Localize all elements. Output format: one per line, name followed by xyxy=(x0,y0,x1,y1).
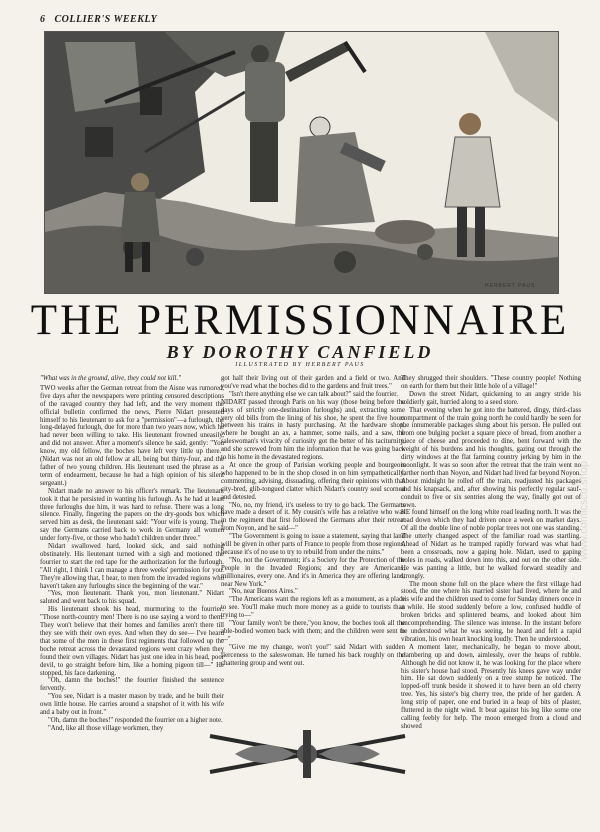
paragraph: "You see, Nidart is a master mason by trade, and he built their own little house. He carries around a snapshot of it with his wife and a baby out in front." xyxy=(40,693,224,717)
article-illustration xyxy=(44,31,559,294)
paragraph: "No, not the Government; it's a Society for the Protection of the People in the Invaded Regions; and they are Americans, millionaires, every one. And it's in America they are offering land, near New York." xyxy=(221,556,405,588)
paragraph: Down the street Nidart, quickening to an angry stride his soldierly gait, hurried along to a seed store. xyxy=(401,390,581,406)
paragraph: They shrugged their shoulders. "These country people! Nothing on earth for them but their little hole of a village!" xyxy=(401,375,581,390)
paragraph: Nidart made no answer to his officer's remark. The lieutenant took it that he persisted in wanting his furlough. As he had at least three furloughs due him, it was hard to refuse. There was a long silence. Finally, fingering the papers on the dry-goods box which served him as desk, the lieutenant said: "Your wife is young. They say the Germans carried back to work in Germany all women under forty-five, or those who hadn't children under three." xyxy=(40,487,224,543)
paragraph: "And, like all those village workmen, they xyxy=(48,724,164,732)
page-number: 6 xyxy=(40,14,46,25)
paragraph: "Yes, mon lieutenant. Thank you, mon lieutenant." Nidart saluted and went back to his squad. xyxy=(40,590,224,606)
paragraph: "Isn't there anything else we can talk about?" said the fourrier. xyxy=(229,390,398,398)
watermark: www.comicsco.shop xyxy=(578,460,590,560)
illustrator-credit: ILLUSTRATED BY HERBERT PAUS xyxy=(235,362,365,368)
text-column-1 xyxy=(40,375,224,820)
paragraph: got half their living out of their garden and a field or two. And you've read what the boches did to the gardens and fruit trees." xyxy=(221,375,405,390)
epigraph: "What was in the ground, alive, they could not kill." xyxy=(40,375,181,382)
paragraph: HE found himself on the long white road leading north. It was the road down which they had driven once a week on market days. Of all the double line of noble poplar trees not one was standing. The utterly changed aspect of the familiar road was startling. Ahead of Nidart as he tramped rapidly forward was what had been a crossroads, now a gaping hole. Nidart, used to gaping holes in roads, walked down into this, and out on the other side. He was panting a little, but he walked forward steadily and strongly. xyxy=(401,509,581,580)
paragraph: A moment later, mechanically, he began to move about, clambering up and down, aimlessly, over the heaps of rubble. Although he did not know it, he was looking for the place where his sister's house had stood. Presently his knees gave way under him. He sat down suddenly on a tree stump he noticed. The lopped-off trunk beside it showed it to have been an old cherry tree. Yes, his sister's big cherry tree, the pride of her garden. A long strip of paper, one end buried in a heap of bits of plaster, fluttered in the night wind. It beat against his leg like some one calling feebly for help. The moon emerged from a cloud and showed xyxy=(401,643,581,730)
running-header xyxy=(40,14,560,26)
paragraph: "The Americans want the regions left as a monument, as a place to see. You'll make much more money as a guide to tourists than trying to—" xyxy=(221,596,405,620)
paragraph: "Oh, damn the boches!" the fourrier finished the sentence fervently. xyxy=(40,677,224,693)
paragraph: "No, no, my friend, it's useless to try to go back. The Germans have made a desert of it. My cousin's wife has a relative who was in the regiment that first followed the Germans after their retreat from Noyon, and he said—" xyxy=(221,501,405,533)
paragraph: TWO weeks after the German retreat from the Aisne was rumored, five days after the newspapers were printing censored descriptions of the ravaged country they had left, and the very moment the official bulletin confirmed the news, Pierre Nidart presented himself to his lieutenant to ask for a "permission"—a furlough, the long-delayed furlough, due for more than two years now, which he had never been willing to take. His lieutenant frowned uneasily, and did not answer. After a moment's silence he said, gently: "You know, my old fellow, the boches have left very little up there." (Nidart was not an old fellow at all, being but thirty-four, and the father of two young children. His lieutenant used the phrase as a term of endearment, because he had a high opinion of his silent sergeant.) xyxy=(40,384,224,487)
magazine-name: COLLIER'S WEEKLY xyxy=(54,14,158,25)
text-column-3 xyxy=(401,375,581,820)
paragraph: "No, near Buenos Aires." xyxy=(229,588,298,596)
paragraph: "Oh, damn the boches!" responded the fourrier on a higher note. xyxy=(48,716,223,724)
paragraph: That evening when he got into the battered, dingy, third-class compartment of the train going north he could hardly be seen for the innumerable packages slung about his person. He pulled out from one bulging pocket a square piece of bread, from another a piece of cheese and proceeded to dine, bent forward with the weight of his burdens and his thoughts, gazing out through the dirty windows at the flat farming country jerking by him in the moonlight. It was so soon after the retreat that the train went no farther north than Noyon, and Nidart had lived far beyond Noyon. About midnight he rolled off the train, readjusted his packages and his knapsack, and, after showing his perfectly regular sauf-conduit to five or six sentries along the way, finally got out of town. xyxy=(401,406,581,509)
paragraph: "Give me my change, won't you!" said Nidart with sudden fierceness to the saleswoman. He turned his back roughly on the chattering group and went out. xyxy=(221,643,405,667)
paragraph: "The Government is going to issue a statement, saying that land will be given in other parts of France to people from those regions, because it's of no use to try to rebuild from under the ruins." xyxy=(221,533,405,556)
decorative-rifles-ornament xyxy=(205,726,410,782)
paragraph: The moon shone full on the place where the first village had stood, the one where his married sister had lived, where he and his wife and the children used to come for Sunday dinners once in a while. He stood suddenly before a low, confused huddle of broken bricks and splintered beams, and looked about him uncomprehending. The silence was intense. In the instant before he understood what he was seeing, he heard and felt a rapid vibration, his own heart knocking loudly. Then he understood. xyxy=(401,580,581,643)
illustrator-signature: HERBERT PAUS xyxy=(485,283,536,289)
paragraph: At once the group of Parisian working people and bourgeois who happened to be in the shop closed in on him sympathetically, commenting, advising, dissuading, offering their opinions with that city-bred, glib-tongued clatter which Nidart's country soul scorned and detested. xyxy=(221,461,405,501)
paragraph: "Your family won't be there,"you know, the boches took all the able-bodied women back with them; and the children were sent to—" xyxy=(221,620,405,643)
paragraph: NIDART passed through Paris on his way (those being before the days of strictly one-destination furloughs) and, extracting some very old bills from the lining of his shoe, he spent the five hours between his trains in hasty purchasing. At the hardware shop, where he bought an ax, a hammer, some nails, and a saw, the saleswoman's vivacity of curiosity got the better of his taciturnity, and she screwed from him the information that he was going back to his home in the devastated regions. xyxy=(221,398,405,462)
article-byline: BY DOROTHY CANFIELD xyxy=(166,342,434,362)
article-title: THE PERMISSIONNAIRE xyxy=(30,297,570,344)
paragraph: Nidart swallowed hard, looked sick, and said nothing obstinately. His lieutenant turned with a sigh and motioned the fourrier to start the red tape for the authorization for the furlough. "All right, I think I can manage a three weeks' permission for you. They're allowing that, I hear, to men from the invaded regions who haven't taken any furloughs since the beginning of the war." xyxy=(40,543,224,590)
paragraph: His lieutenant shook his head, murmuring to the fourrier: "Those north-country men! There is no use saying a word to them. They won't believe that their homes and families aren't there till they see with their own eyes. And when they do see— I've heard that some of the men in these first regiments that followed up the boche retreat across the devastated regions went crazy when they found their own villages. Nidart has just one idea in his head, poor devil, to go straight before him, like a homing pigeon till—" He stopped, his face darkening. xyxy=(40,606,224,677)
